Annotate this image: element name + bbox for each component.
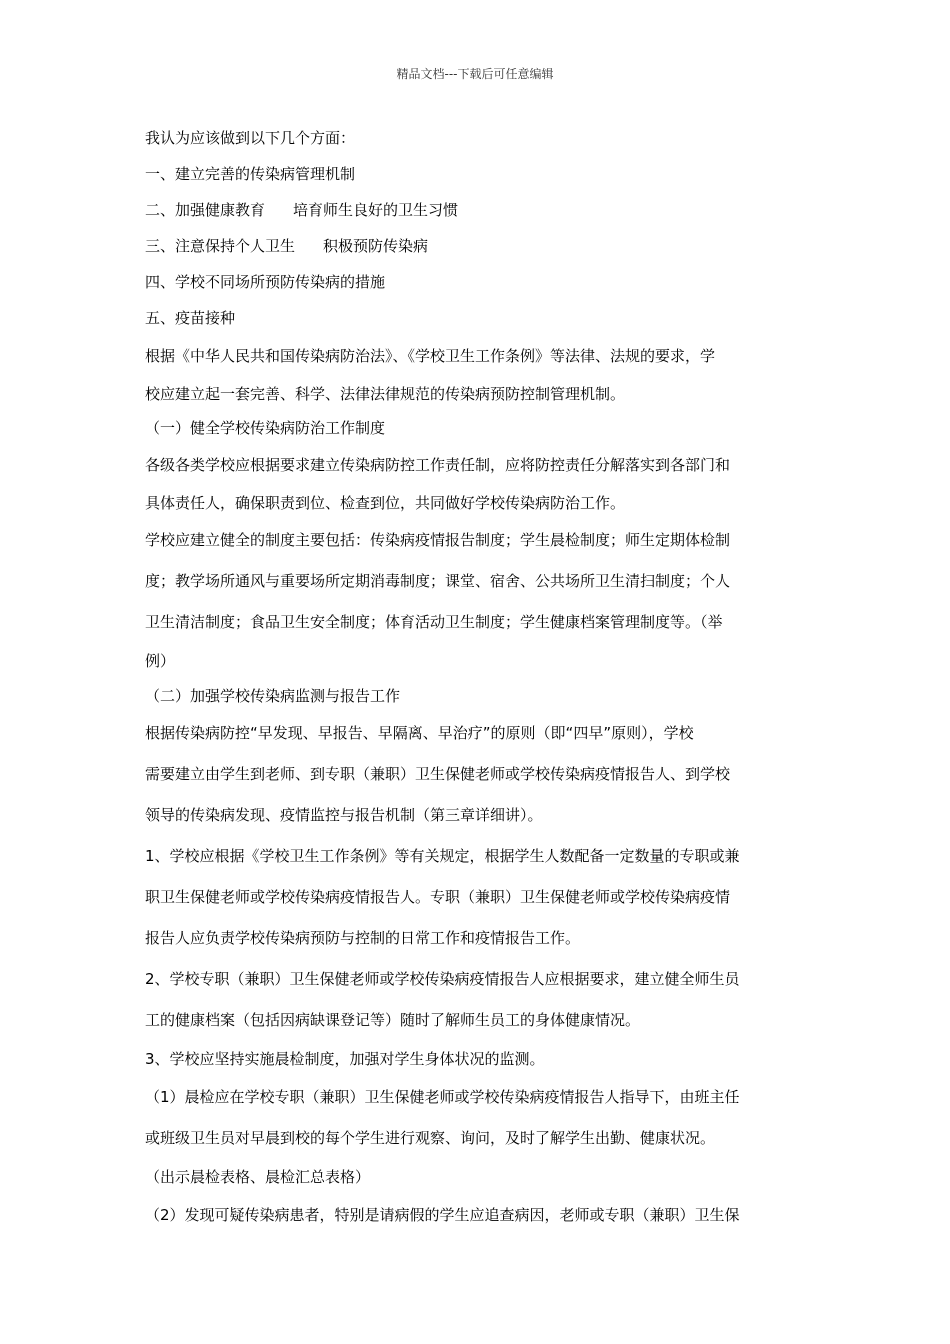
intro-line: 我认为应该做到以下几个方面：	[145, 129, 356, 147]
section-heading-1: （一）健全学校传染病防治工作制度	[145, 419, 386, 437]
paragraph-line: （1）晨检应在学校专职（兼职）卫生保健老师或学校传染病疫情报告人指导下，由班主任	[145, 1088, 740, 1106]
paragraph-line: 卫生清洁制度；食品卫生安全制度；体育活动卫生制度；学生健康档案管理制度等。（举	[145, 613, 723, 631]
paragraph-line: 3、学校应坚持实施晨检制度，加强对学生身体状况的监测。	[145, 1050, 545, 1068]
list-item-2-part-a: 二、加强健康教育	[145, 201, 266, 219]
list-item-3	[145, 228, 810, 264]
paragraph-line: 度；教学场所通风与重要场所定期消毒制度；课堂、宿舍、公共场所卫生清扫制度；个人	[145, 572, 731, 590]
paragraph-line: 职卫生保健老师或学校传染病疫情报告人。专职（兼职）卫生保健老师或学校传染病疫情	[145, 888, 731, 906]
list-item-2-part-b: 培育师生良好的卫生习惯	[293, 201, 459, 219]
section-heading-2: （二）加强学校传染病监测与报告工作	[145, 687, 401, 705]
paragraph-line: 2、学校专职（兼职）卫生保健老师或学校传染病疫情报告人应根据要求，建立健全师生员	[145, 970, 740, 988]
paragraph-line: （出示晨检表格、晨检汇总表格）	[145, 1168, 371, 1186]
paragraph-line: 报告人应负责学校传染病预防与控制的日常工作和疫情报告工作。	[145, 929, 581, 947]
list-item-3-part-b: 积极预防传染病	[323, 237, 429, 255]
paragraph-line: 各级各类学校应根据要求建立传染病防控工作责任制，应将防控责任分解落实到各部门和	[145, 456, 731, 474]
list-item-3-part-a: 三、注意保持个人卫生	[145, 237, 296, 255]
page-header: 精品文档---下载后可任意编辑	[396, 67, 554, 81]
paragraph-line: 或班级卫生员对早晨到校的每个学生进行观察、询问，及时了解学生出勤、健康状况。	[145, 1129, 716, 1147]
paragraph-line: 具体责任人，确保职责到位、检查到位，共同做好学校传染病防治工作。	[145, 494, 626, 512]
paragraph-line: 根据传染病防控“早发现、早报告、早隔离、早治疗”的原则（即“四早”原则），学校	[145, 724, 694, 742]
paragraph-line: （2）发现可疑传染病患者，特别是请病假的学生应追查病因，老师或专职（兼职）卫生保	[145, 1206, 740, 1224]
list-item-1: 一、建立完善的传染病管理机制	[145, 165, 356, 183]
paragraph-line: 工的健康档案（包括因病缺课登记等）随时了解师生员工的身体健康情况。	[145, 1011, 641, 1029]
paragraph-line: 需要建立由学生到老师、到专职（兼职）卫生保健老师或学校传染病疫情报告人、到学校	[145, 765, 731, 783]
list-item-4: 四、学校不同场所预防传染病的措施	[145, 273, 386, 291]
list-item-5: 五、疫苗接种	[145, 309, 236, 327]
paragraph-line: 领导的传染病发现、疫情监控与报告机制（第三章详细讲）。	[145, 806, 543, 824]
paragraph-line: 例）	[145, 652, 176, 670]
document-body	[145, 120, 810, 1236]
paragraph-line: 1、学校应根据《学校卫生工作条例》等有关规定，根据学生人数配备一定数量的专职或兼	[145, 847, 740, 865]
paragraph-line: 根据《中华人民共和国传染病防治法》、《学校卫生工作条例》等法律、法规的要求，学	[145, 347, 716, 365]
list-item-2	[145, 192, 810, 228]
paragraph-line: 学校应建立健全的制度主要包括：传染病疫情报告制度；学生晨检制度；师生定期体检制	[145, 531, 731, 549]
paragraph-line: 校应建立起一套完善、科学、法律法律规范的传染病预防控制管理机制。	[145, 385, 626, 403]
